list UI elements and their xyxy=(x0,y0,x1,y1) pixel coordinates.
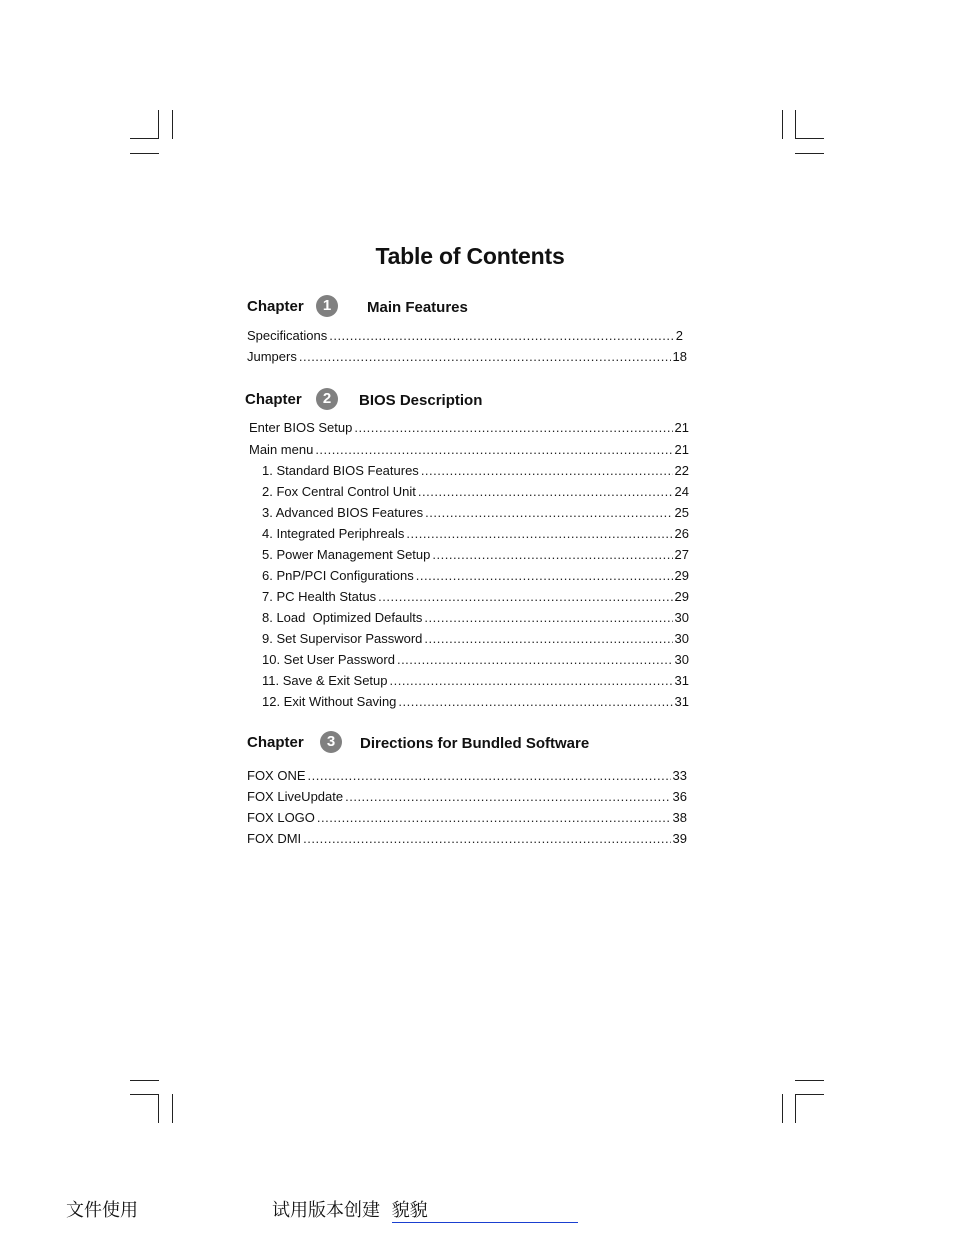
toc-entry[interactable] xyxy=(262,483,689,501)
footer-left-text: 文件使用 xyxy=(66,1200,138,1221)
toc-entry-page: 26 xyxy=(674,526,689,541)
toc-entry-label: FOX DMI xyxy=(247,831,302,846)
toc-entry-label: 1. Standard BIOS Features xyxy=(262,463,419,478)
toc-entry-page: 33 xyxy=(672,768,687,783)
toc-entry-page: 18 xyxy=(672,349,687,364)
toc-entry[interactable] xyxy=(249,441,689,459)
toc-entry-leader xyxy=(345,788,670,806)
chapter-2-title: BIOS Description xyxy=(359,392,483,409)
toc-entry-label: 5. Power Management Setup xyxy=(262,547,431,562)
toc-entry-page: 21 xyxy=(674,420,689,435)
chapter-1-title: Main Features xyxy=(367,299,468,316)
toc-entry-label: 3. Advanced BIOS Features xyxy=(262,505,424,520)
toc-entry-leader xyxy=(424,630,672,648)
toc-entry[interactable] xyxy=(262,462,689,480)
toc-entry[interactable] xyxy=(262,672,689,690)
toc-entry[interactable] xyxy=(249,419,689,437)
toc-entry-leader xyxy=(416,567,673,585)
toc-entry-page: 22 xyxy=(674,463,689,478)
toc-entry[interactable] xyxy=(262,588,689,606)
toc-entry-page: 29 xyxy=(674,568,689,583)
toc-entry-leader xyxy=(378,588,672,606)
toc-entry[interactable] xyxy=(262,525,689,543)
toc-entry-page: 27 xyxy=(674,547,689,562)
toc-entry-leader xyxy=(329,327,674,345)
toc-entry[interactable] xyxy=(262,630,689,648)
toc-entry-leader xyxy=(398,693,672,711)
toc-entry-label: 4. Integrated Periphreals xyxy=(262,526,405,541)
toc-entry-label: 6. PnP/PCI Configurations xyxy=(262,568,414,583)
toc-entry-leader xyxy=(354,419,672,437)
toc-entry[interactable] xyxy=(247,830,687,848)
toc-entry-leader xyxy=(303,830,670,848)
toc-entry-page: 29 xyxy=(674,589,689,604)
toc-entry-page: 24 xyxy=(674,484,689,499)
footer-right-prefix: 试用版本创建 xyxy=(272,1200,380,1221)
toc-entry-page: 39 xyxy=(672,831,687,846)
toc-entry-label: 8. Load Optimized Defaults xyxy=(262,610,423,625)
toc-entry-label: 10. Set User Password xyxy=(262,652,395,667)
toc-entry-page: 36 xyxy=(672,789,687,804)
toc-entry-page: 30 xyxy=(674,631,689,646)
toc-entry[interactable] xyxy=(262,567,689,585)
toc-entry[interactable] xyxy=(262,693,689,711)
toc-entry-label: FOX ONE xyxy=(247,768,306,783)
toc-entry-leader xyxy=(406,525,672,543)
toc-entry-label: Specifications xyxy=(247,328,328,343)
chapter-2-number-badge: 2 xyxy=(316,388,338,410)
toc-entry[interactable] xyxy=(262,609,689,627)
chapter-3-title: Directions for Bundled Software xyxy=(360,735,590,752)
toc-entry[interactable] xyxy=(262,546,689,564)
toc-entry-leader xyxy=(390,672,673,690)
toc-entry[interactable] xyxy=(247,767,687,785)
toc-entry-label: FOX LiveUpdate xyxy=(247,789,344,804)
toc-entry[interactable] xyxy=(247,348,687,366)
toc-entry-leader xyxy=(421,462,673,480)
chapter-1-word: Chapter xyxy=(247,298,304,315)
toc-entry-leader xyxy=(425,504,672,522)
toc-entry[interactable] xyxy=(262,651,689,669)
toc-entry-page: 31 xyxy=(674,673,689,688)
toc-entry-leader xyxy=(397,651,673,669)
toc-entry-label: Enter BIOS Setup xyxy=(249,420,353,435)
toc-entry-page: 2 xyxy=(675,328,683,343)
chapter-1-number-badge: 1 xyxy=(316,295,338,317)
toc-entry-label: Jumpers xyxy=(247,349,297,364)
toc-entry-page: 31 xyxy=(674,694,689,709)
toc-entry-leader xyxy=(317,809,671,827)
toc-entry[interactable] xyxy=(262,504,689,522)
toc-entry-leader xyxy=(308,767,671,785)
toc-entry-label: 7. PC Health Status xyxy=(262,589,377,604)
chapter-2-word: Chapter xyxy=(245,391,302,408)
footer-right xyxy=(272,1196,578,1223)
toc-entry-leader xyxy=(418,483,673,501)
page-title: Table of Contents xyxy=(375,243,565,269)
toc-entry-label: 11. Save & Exit Setup xyxy=(262,673,388,688)
toc-entry-label: 2. Fox Central Control Unit xyxy=(262,484,416,499)
chapter-3-word: Chapter xyxy=(247,734,304,751)
toc-entry[interactable] xyxy=(247,788,687,806)
toc-entry-page: 21 xyxy=(674,442,689,457)
toc-entry-label: 12. Exit Without Saving xyxy=(262,694,397,709)
toc-entry-leader xyxy=(424,609,672,627)
toc-entry-page: 30 xyxy=(674,652,689,667)
chapter-3-number-badge: 3 xyxy=(320,731,342,753)
toc-entry-leader xyxy=(432,546,672,564)
toc-entry-page: 38 xyxy=(672,810,687,825)
toc-entry[interactable] xyxy=(247,327,683,345)
footer-link[interactable]: 貌貌 xyxy=(392,1196,578,1223)
toc-entry-label: FOX LOGO xyxy=(247,810,315,825)
toc-entry[interactable] xyxy=(247,809,687,827)
toc-entry-label: 9. Set Supervisor Password xyxy=(262,631,423,646)
toc-entry-label: Main menu xyxy=(249,442,314,457)
toc-entry-leader xyxy=(299,348,671,366)
toc-entry-page: 30 xyxy=(674,610,689,625)
toc-entry-page: 25 xyxy=(674,505,689,520)
toc-entry-leader xyxy=(315,441,672,459)
